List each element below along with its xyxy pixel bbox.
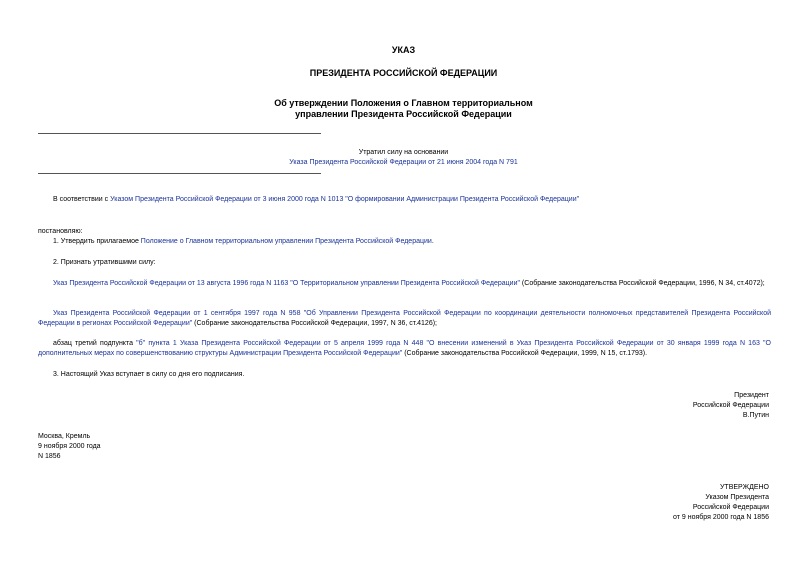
repealed-act-1-suffix: (Собрание законодательства Российской Федерации, 1996, N 34, ст.4072); (519, 280, 765, 287)
repealed-act-2-suffix: (Собрание законодательства Российской Федерации, 1997, N 36, ст.4126); (192, 320, 437, 327)
item-1-link[interactable]: Положение о Главном территориальном управлении Президента Российской Федерации (140, 238, 432, 245)
preamble-prefix: В соответствии с (53, 196, 111, 203)
subject-line-2: управлении Президента Российской Федерации (295, 109, 512, 119)
signature-name: В.Путин (742, 412, 769, 419)
place-date-block (38, 432, 101, 462)
date: 9 ноября 2000 года (38, 443, 101, 450)
repealed-act-1 (38, 279, 771, 289)
signature-line-1: Президент (734, 392, 769, 399)
document-subject (0, 98, 807, 120)
resolves-text: постановляю: (38, 228, 83, 235)
approval-block (673, 483, 769, 523)
repealed-act-3 (38, 339, 771, 359)
item-1-prefix: 1. Утвердить прилагаемое (53, 238, 141, 245)
item-1-suffix: . (431, 238, 434, 245)
item-3-paragraph: 3. Настоящий Указ вступает в силу со дня его подписания. (53, 371, 245, 378)
repealed-act-3-link[interactable]: "б" пункта 1 Указа Президента Российской Федерации от 5 апреля 1999 года N 448 "О внесении изменений в Указ Президента Российской Федерации от 30 января 1999 года N 163 "О дополнительных мерах по совершенствованию структуры Администрации Президента Российской Федерации" (38, 340, 771, 357)
place: Москва, Кремль (38, 433, 91, 440)
repealed-act-1-link[interactable]: Указ Президента Российской Федерации от 13 августа 1996 года N 1163 "О Территориальном управлении Президента Российской Федерации" (53, 280, 520, 287)
subject-line-1: Об утверждении Положения о Главном территориальном (274, 98, 533, 108)
repealed-act-3-prefix: абзац третий подпункта (53, 340, 137, 347)
document-type-title: УКАЗ (391, 45, 416, 55)
preamble-paragraph (38, 195, 771, 205)
divider-top (38, 133, 321, 134)
approval-line-1: УТВЕРЖДЕНО (719, 484, 769, 491)
approval-line-4: от 9 ноября 2000 года N 1856 (673, 514, 769, 521)
preamble-link[interactable]: Указом Президента Российской Федерации от 3 июня 2000 года N 1013 "О формировании Администрации Президента Российской Федерации" (110, 196, 580, 203)
repealed-act-2-link[interactable]: Указ Президента Российской Федерации от 1 сентября 1997 года N 958 "Об Управлении Президента Российской Федерации по координации деятельности полномочных представителей Президента Российской Федерации в регионах Российской Федерации" (38, 310, 771, 327)
divider-bottom (38, 173, 321, 174)
repeal-note (0, 148, 807, 168)
signature-line-2: Российской Федерации (692, 402, 769, 409)
decree-number: N 1856 (38, 453, 61, 460)
approval-line-3: Российской Федерации (692, 504, 769, 511)
repealed-act-3-suffix: (Собрание законодательства Российской Федерации, 1999, N 15, ст.1793). (402, 350, 648, 357)
item-1-paragraph (38, 237, 771, 247)
approval-line-2: Указом Президента (705, 494, 769, 501)
issuer-title: ПРЕЗИДЕНТА РОССИЙСКОЙ ФЕДЕРАЦИИ (309, 68, 498, 78)
signature-block (693, 391, 769, 421)
repeal-link[interactable]: Указа Президента Российской Федерации от 21 июня 2004 года N 791 (289, 159, 518, 166)
repealed-act-2 (38, 309, 771, 329)
repeal-label: Утратил силу на основании (358, 149, 449, 156)
item-2-paragraph: 2. Признать утратившими силу: (53, 259, 156, 266)
